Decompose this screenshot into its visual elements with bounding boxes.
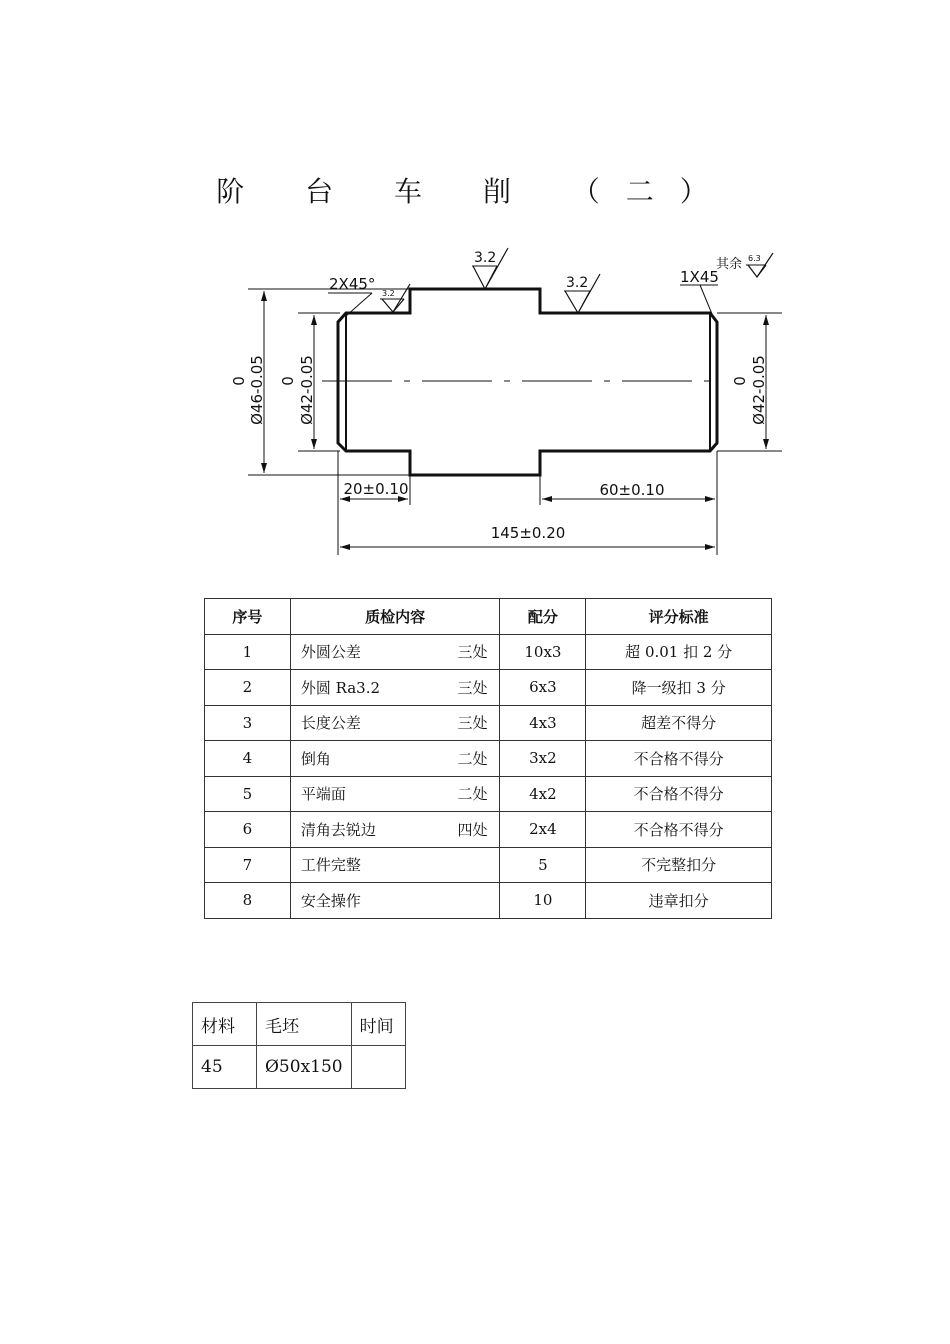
row-score: 10x3 [500, 634, 586, 670]
table-row [205, 670, 772, 706]
row-qty: 四处 [457, 820, 488, 839]
dim-42-left-label: Ø42-0.05 [298, 355, 316, 425]
table-row [205, 883, 772, 919]
row-no: 3 [205, 705, 291, 741]
row-rule: 不完整扣分 [586, 847, 772, 883]
row-no: 7 [205, 847, 291, 883]
dim-42-left-upper: 0 [279, 376, 297, 386]
blank-header: 毛坯 [257, 1003, 352, 1046]
dim-42-right-upper: 0 [731, 376, 749, 386]
row-rule: 违章扣分 [586, 883, 772, 919]
part-outline [338, 289, 717, 475]
table-row [205, 634, 772, 670]
row-no: 8 [205, 883, 291, 919]
material-value: 45 [193, 1046, 257, 1089]
row-no: 1 [205, 634, 291, 670]
row-qty: 三处 [457, 643, 488, 662]
row-qty: 三处 [457, 714, 488, 733]
table-row [205, 705, 772, 741]
table-row [205, 812, 772, 848]
chamfer-right-label: 1X45 [680, 268, 719, 286]
dim-20-label: 20±0.10 [343, 480, 409, 498]
header-no: 序号 [205, 599, 291, 635]
row-score: 2x4 [500, 812, 586, 848]
row-item: 外圆 Ra3.2 [300, 678, 381, 697]
row-score: 4x3 [500, 705, 586, 741]
chamfer-left-label: 2X45° [329, 275, 376, 293]
rough-left-label: 3.2 [382, 289, 395, 298]
row-qty: 二处 [457, 785, 488, 804]
table-header-row [205, 599, 772, 635]
header-score: 配分 [500, 599, 586, 635]
rest-value-label: 6.3 [748, 254, 761, 263]
row-item: 安全操作 [300, 891, 361, 910]
row-item: 外圆公差 [300, 643, 361, 662]
table-row [205, 741, 772, 777]
row-no: 5 [205, 776, 291, 812]
row-rule: 不合格不得分 [586, 812, 772, 848]
header-item: 质检内容 [290, 599, 500, 635]
dim-60-label: 60±0.10 [599, 481, 665, 499]
rough-right-label: 3.2 [566, 275, 589, 291]
row-item: 清角去锐边 [300, 820, 376, 839]
row-score: 3x2 [500, 741, 586, 777]
row-score: 4x2 [500, 776, 586, 812]
row-score: 10 [500, 883, 586, 919]
dim-145-label: 145±0.20 [490, 524, 566, 542]
time-header: 时间 [351, 1003, 405, 1046]
material-header: 材料 [193, 1003, 257, 1046]
dim-46-label: Ø46-0.05 [248, 355, 266, 425]
row-no: 6 [205, 812, 291, 848]
row-rule: 超 0.01 扣 2 分 [586, 634, 772, 670]
blank-value: Ø50x150 [257, 1046, 352, 1089]
row-item: 倒角 [300, 749, 331, 768]
row-score: 6x3 [500, 670, 586, 706]
rough-mid-label: 3.2 [474, 250, 497, 266]
table-row [205, 776, 772, 812]
rest-label: 其余 [716, 257, 743, 272]
row-score: 5 [500, 847, 586, 883]
header-rule: 评分标准 [586, 599, 772, 635]
row-rule: 不合格不得分 [586, 741, 772, 777]
material-value-row [193, 1046, 406, 1089]
time-value [351, 1046, 405, 1089]
technical-drawing [0, 0, 950, 580]
row-qty: 三处 [457, 678, 488, 697]
table-row [205, 847, 772, 883]
material-header-row [193, 1003, 406, 1046]
row-rule: 超差不得分 [586, 705, 772, 741]
dim-42-right-label: Ø42-0.05 [750, 355, 768, 425]
dim-46-upper: 0 [230, 376, 248, 386]
row-no: 4 [205, 741, 291, 777]
row-no: 2 [205, 670, 291, 706]
row-item: 长度公差 [300, 714, 361, 733]
row-rule: 降一级扣 3 分 [586, 670, 772, 706]
material-table [192, 1002, 406, 1089]
row-qty: 二处 [457, 749, 488, 768]
row-item: 工件完整 [300, 856, 361, 875]
row-item: 平端面 [300, 785, 346, 804]
row-rule: 不合格不得分 [586, 776, 772, 812]
quality-check-table [204, 598, 772, 919]
page-title: 阶 台 车 削 （二） [216, 175, 734, 208]
